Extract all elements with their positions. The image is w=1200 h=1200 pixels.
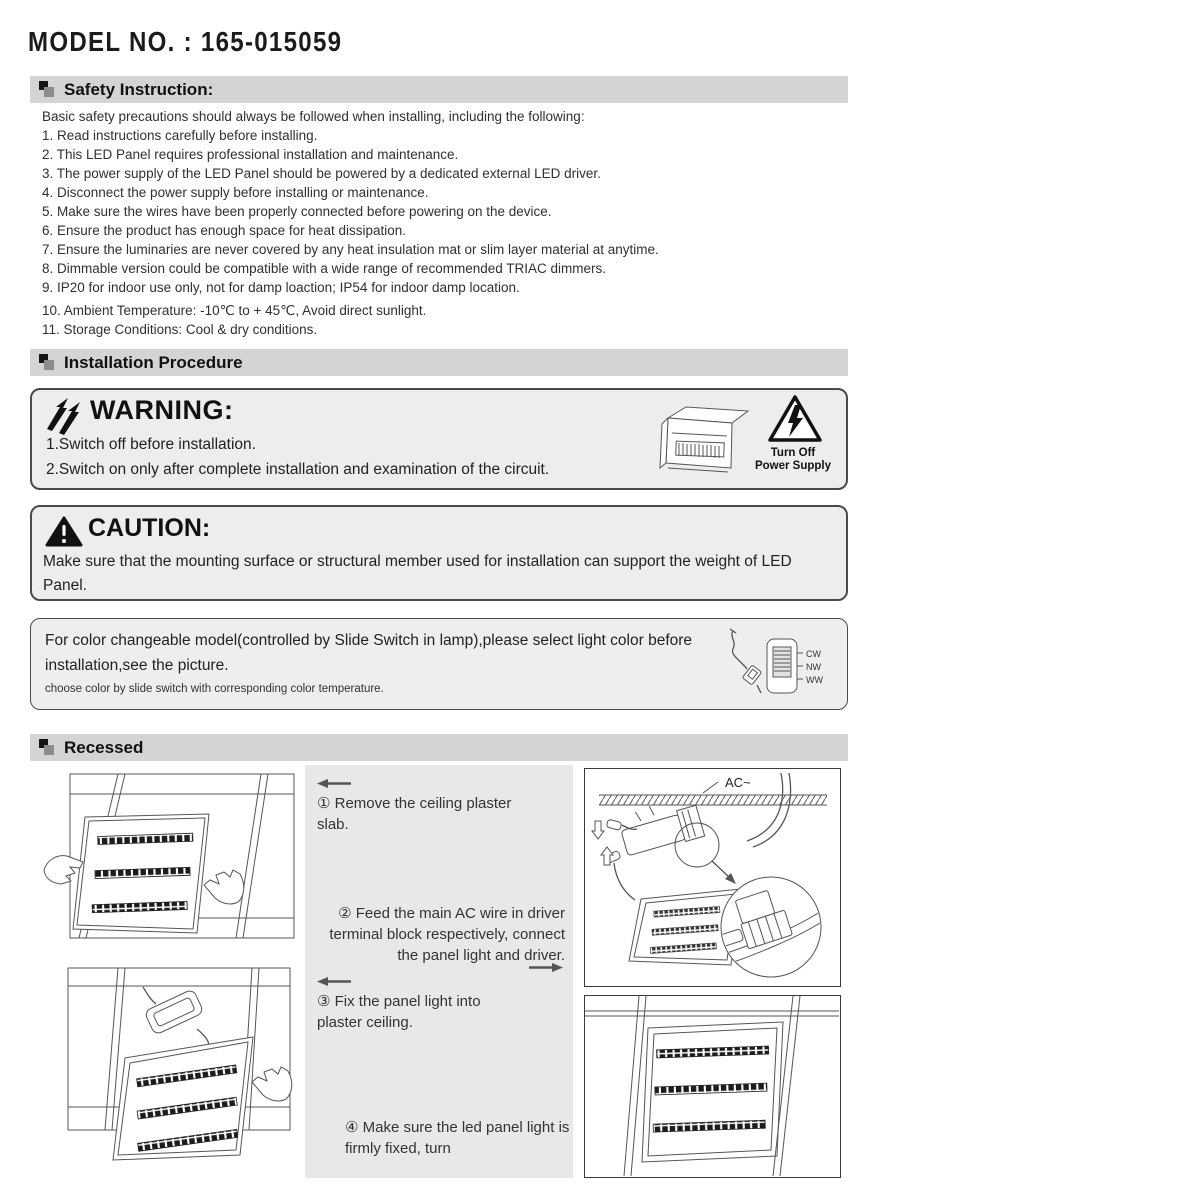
caution-title: CAUTION:: [88, 514, 211, 542]
diagram-panel-with-driver: [40, 955, 305, 1180]
led-panel: [73, 814, 209, 933]
arrow-right-icon: [527, 962, 563, 973]
hand-left: [44, 856, 83, 884]
warning-box: [30, 388, 848, 490]
electric-hazard-triangle-icon: [767, 394, 823, 444]
section-marker-icon: [39, 739, 55, 756]
warning-line: 1.Switch off before installation.: [46, 436, 256, 453]
safety-line: 1. Read instructions carefully before installing.: [42, 128, 318, 143]
arrow-left-icon: [317, 976, 353, 987]
safety-line: 10. Ambient Temperature: -10℃ to + 45℃, Avoid direct sunlight.: [42, 303, 427, 318]
ac-label: AC~: [725, 775, 751, 790]
diagram-wiring-box: [584, 768, 841, 987]
section-header-installation: [30, 349, 848, 376]
section-header-safety: [30, 76, 848, 103]
warning-lines: [46, 432, 549, 482]
turn-off-line: Power Supply: [754, 460, 832, 472]
turn-off-power-supply-label: [727, 447, 859, 473]
diagram-installed-panel-box: [584, 995, 841, 1178]
connector-upper: [606, 819, 637, 830]
switch-label-cw: CW: [806, 649, 821, 659]
safety-line: 5. Make sure the wires have been properly connected before powering on the device.: [42, 204, 552, 219]
lightning-bolt-icon: [44, 397, 86, 435]
safety-line: 11. Storage Conditions: Cool & dry conditions.: [42, 322, 318, 337]
step-3-text: ③ Fix the panel light into plaster ceiling.: [317, 993, 481, 1031]
step-1-text: ① Remove the ceiling plaster slab.: [317, 795, 512, 833]
color-select-text: For color changeable model(controlled by Slide Switch in lamp),please select light color before installation,see the picture.: [45, 632, 693, 674]
safety-line: 9. IP20 for indoor use only, not for damp loaction; IP54 for indoor damp location.: [42, 280, 520, 295]
safety-line: 7. Ensure the luminaries are never covered by any heat insulation mat or slim layer material at anytime.: [42, 242, 659, 257]
page-title: MODEL NO. : 165-015059: [28, 26, 343, 57]
push-arrow-down-icon: [592, 821, 604, 839]
recessed-steps-column: [305, 765, 573, 1178]
step-2-text: ② Feed the main AC wire in driver terminal block respectively, connect the panel light and driver.: [329, 905, 565, 964]
ceiling-slab: [599, 795, 827, 805]
section-title: Safety Instruction:: [64, 79, 214, 99]
warning-title: WARNING:: [90, 395, 234, 425]
led-driver: [143, 987, 209, 1054]
safety-line: 2. This LED Panel requires professional installation and maintenance.: [42, 147, 459, 162]
section-title: Recessed: [64, 737, 144, 757]
caution-box: [30, 505, 848, 601]
switch-label-nw: NW: [806, 662, 821, 672]
hand-right: [204, 870, 244, 904]
diagram-wiring: [585, 769, 839, 985]
caution-triangle-icon: [45, 516, 83, 548]
safety-line: Basic safety precautions should always be followed when installing, including the following:: [42, 109, 585, 124]
diagram-installed-panel: [585, 996, 839, 1176]
warning-line: 2.Switch on only after complete installation and examination of the circuit.: [46, 461, 550, 478]
safety-line: 4. Disconnect the power supply before installing or maintenance.: [42, 185, 429, 200]
step-4-text: ④ Make sure the led panel light is firmly fixed, turn: [345, 1119, 570, 1157]
section-marker-icon: [39, 354, 55, 371]
safety-line: 6. Ensure the product has enough space for heat dissipation.: [42, 223, 406, 238]
caution-text: Make sure that the mounting surface or structural member used for installation can support the weight of LED Panel.: [43, 553, 792, 594]
led-panel: [113, 1037, 253, 1160]
section-marker-icon: [39, 81, 55, 98]
section-header-recessed: [30, 734, 848, 761]
slide-switch-illustration: [703, 623, 838, 707]
turn-off-line: Turn Off: [770, 447, 816, 459]
led-panel: [642, 1022, 783, 1162]
hand-right: [252, 1067, 292, 1101]
safety-line: 8. Dimmable version could be compatible with a wide range of recommended TRIAC dimmers.: [42, 261, 606, 276]
safety-line: 3. The power supply of the LED Panel should be powered by a dedicated external LED driver.: [42, 166, 601, 181]
diagram-panel-into-ceiling: [42, 772, 300, 940]
color-select-subtext: choose color by slide switch with corresponding color temperature.: [45, 683, 384, 695]
switch-label-ww: WW: [806, 675, 823, 685]
color-select-box: [30, 618, 848, 710]
safety-instructions-list: [42, 107, 659, 339]
section-title: Installation Procedure: [64, 352, 243, 372]
arrow-left-icon: [317, 778, 353, 789]
